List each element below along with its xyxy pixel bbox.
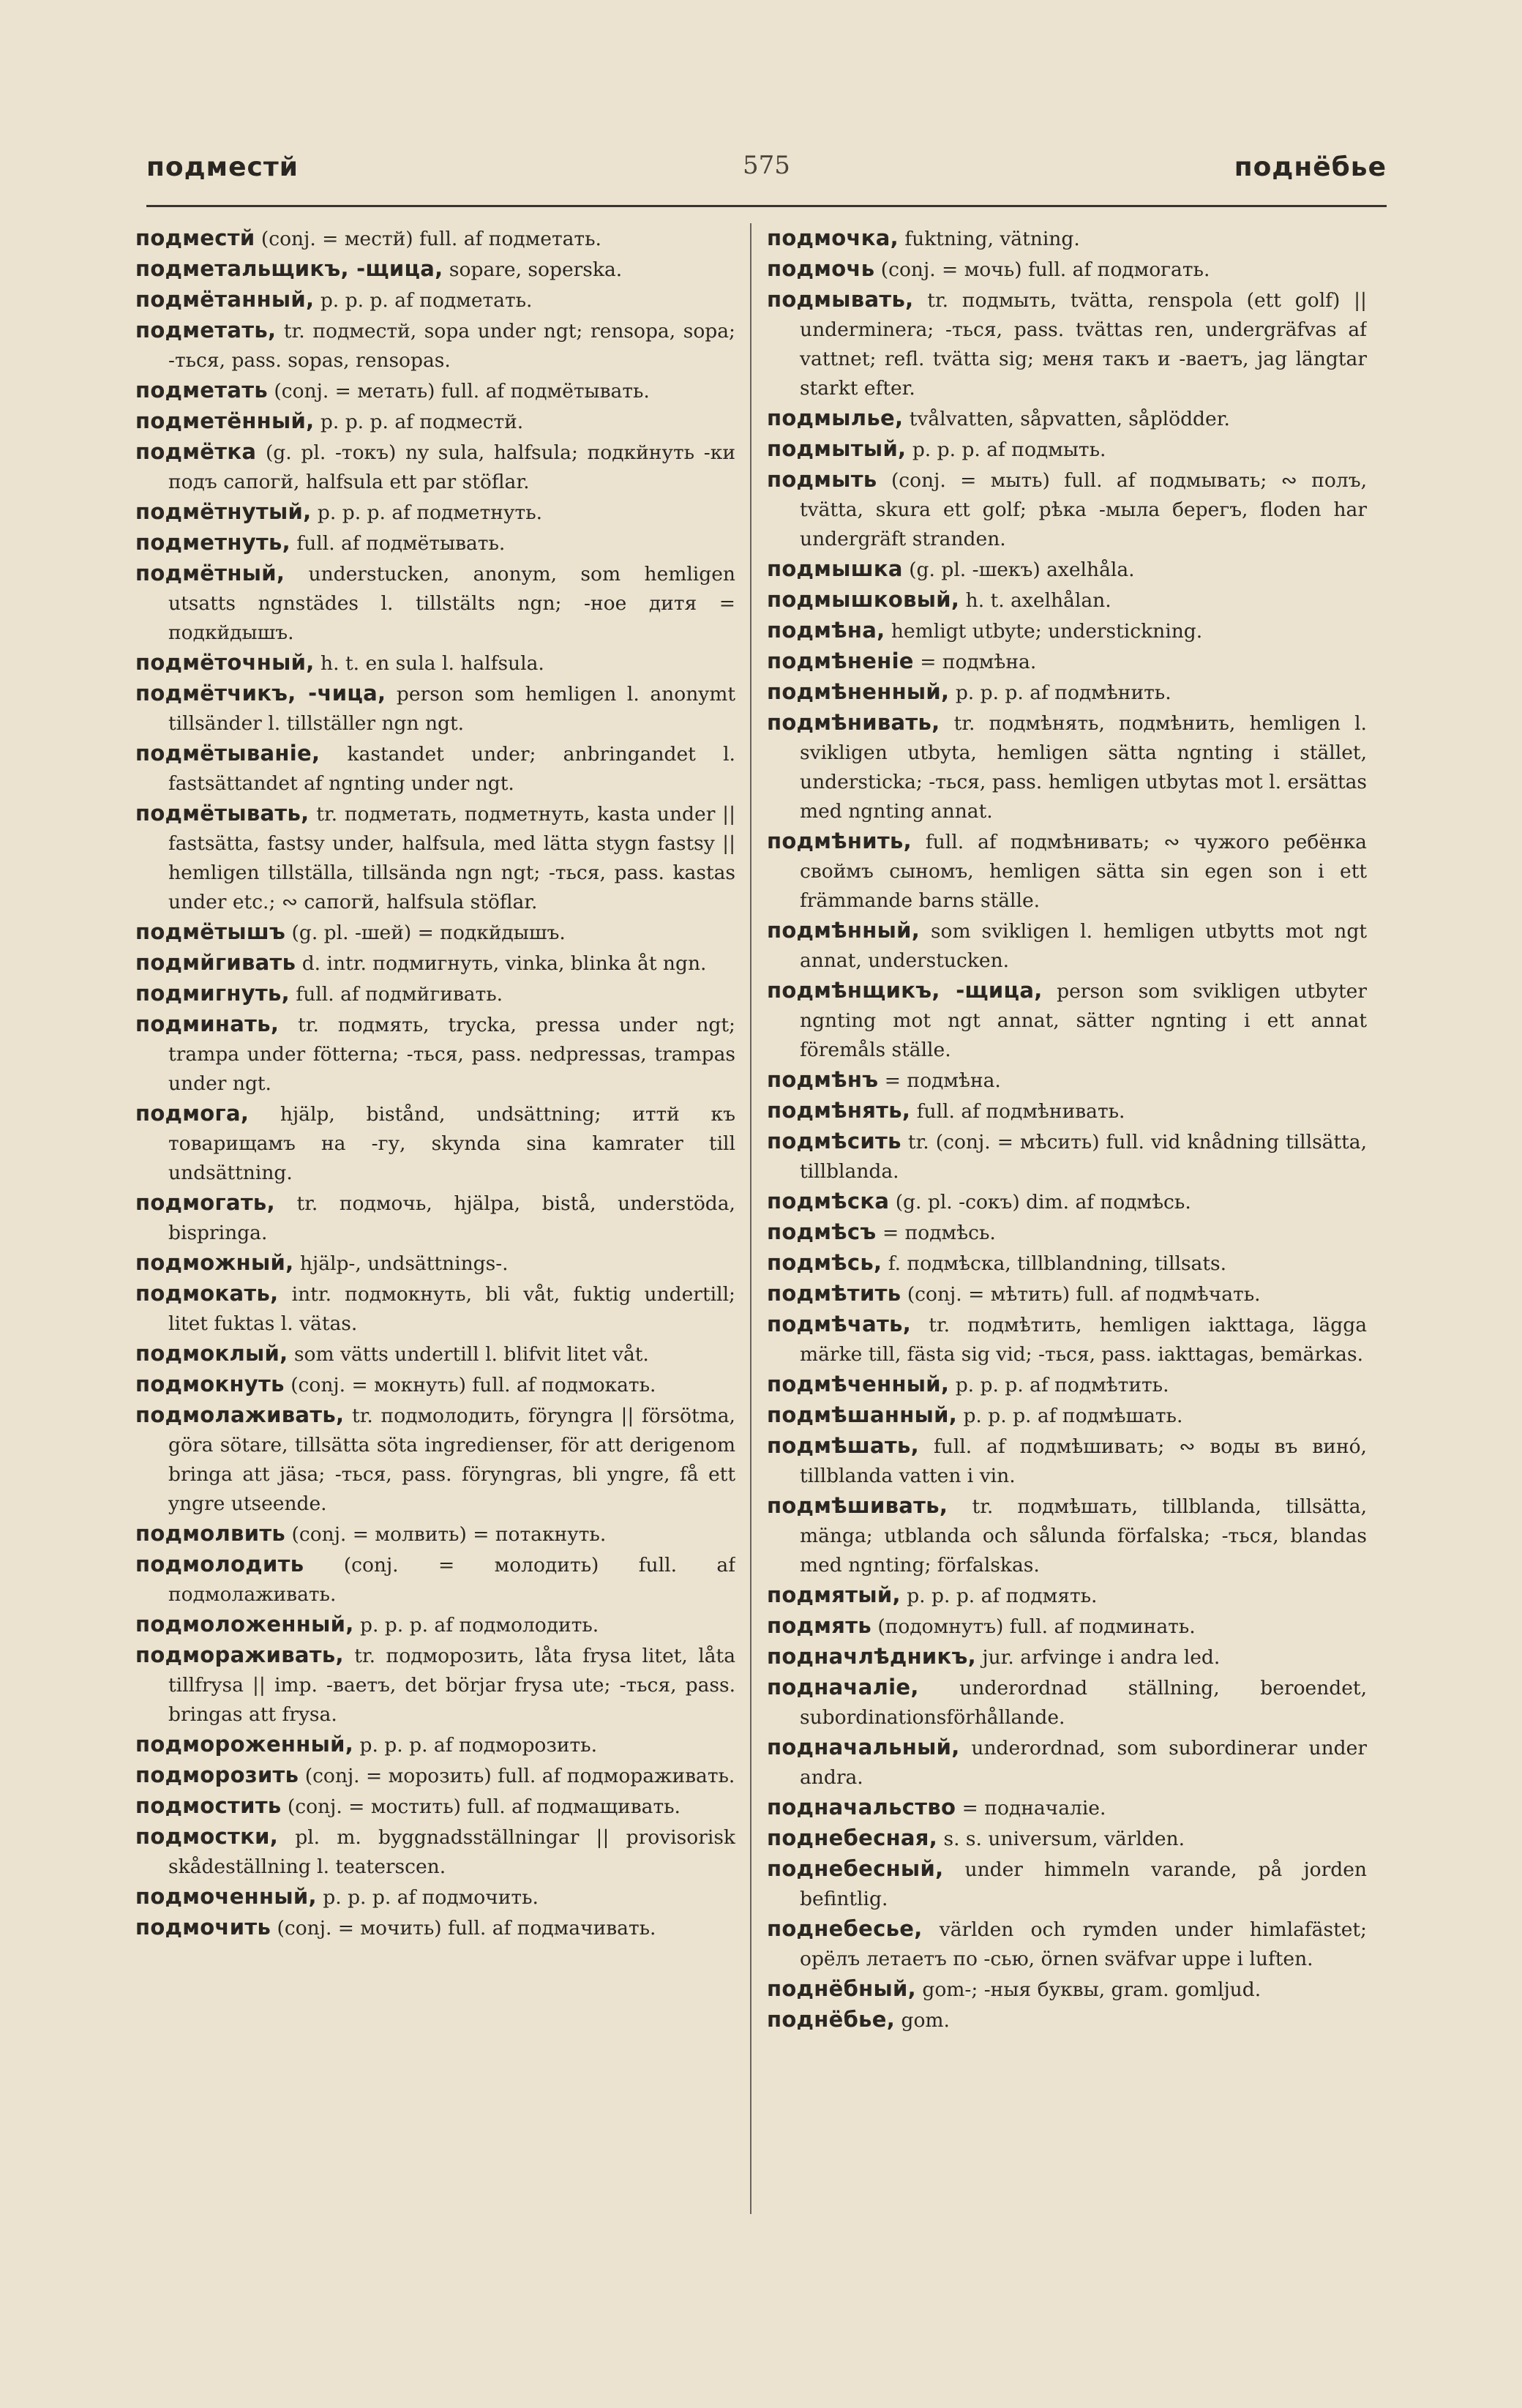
dictionary-entry	[767, 1065, 1367, 1096]
entry-definition: (g. pl. -токъ) ny sula, halfsula; подкйнуть -ки подъ сапогй, halfsula ett par stöflar.	[168, 441, 735, 493]
dictionary-entry	[135, 1009, 735, 1099]
entry-headword: подмостки,	[135, 1824, 279, 1849]
dictionary-entry	[767, 1642, 1367, 1672]
entry-headword: поднёбный,	[767, 1976, 916, 2001]
entry-headword: подмороженный,	[135, 1732, 354, 1757]
dictionary-entry	[135, 799, 735, 917]
dictionary-entry	[767, 1096, 1367, 1126]
entry-headword: подмога,	[135, 1101, 250, 1126]
entry-headword: подмятый,	[767, 1582, 901, 1607]
entry-definition: tr. подмять, trycka, pressa under ngt; trampa under fötterna; -ться, pass. nedpressas, trampas under ngt.	[168, 1014, 735, 1095]
dictionary-entry	[767, 1580, 1367, 1611]
entry-headword: подмолаживать,	[135, 1402, 345, 1427]
entry-definition: (g. pl. -сокъ) dim. af подмѣсь.	[895, 1191, 1191, 1214]
entry-headword: подмогать,	[135, 1190, 275, 1215]
entry-definition: (подомнутъ) full. af подминать.	[877, 1615, 1196, 1638]
entry-headword: подмётывать,	[135, 801, 310, 826]
dictionary-entry	[767, 1186, 1367, 1217]
entry-headword: подметать	[135, 378, 268, 403]
left-column	[135, 223, 735, 2229]
entry-definition: (conj. = метать) full. af подмётывать.	[274, 380, 650, 403]
dictionary-entry	[767, 1732, 1367, 1792]
page-number: 575	[743, 151, 790, 180]
entry-headword: подмѣсъ	[767, 1219, 877, 1244]
dictionary-entry	[767, 826, 1367, 916]
dictionary-entry	[767, 434, 1367, 465]
dictionary-entry	[135, 254, 735, 285]
dictionary-entry	[767, 1431, 1367, 1491]
entry-headword: подначальный,	[767, 1735, 960, 1760]
entry-headword: подмётышъ	[135, 919, 286, 944]
entry-headword: подметённый,	[135, 408, 315, 433]
dictionary-entry	[135, 979, 735, 1009]
entry-headword: подмѣтить	[767, 1281, 901, 1306]
entry-definition: intr. подмокнуть, bli våt, fuktig undertill; litet fuktas l. vätas.	[168, 1283, 735, 1335]
entry-definition: = подмѣна.	[884, 1069, 1001, 1092]
dictionary-entry	[767, 403, 1367, 434]
entry-definition: = подмѣна.	[920, 651, 1037, 673]
entry-definition: (conj. = мочить) full. af подмачивать.	[277, 1917, 656, 1940]
entry-headword: подмѣска	[767, 1189, 890, 1214]
page-header	[146, 146, 1387, 207]
dictionary-entry	[767, 1672, 1367, 1732]
entry-headword: подморозить	[135, 1762, 299, 1787]
entry-headword: подмѣнный,	[767, 918, 921, 943]
entry-definition: s. s. universum, världen.	[943, 1828, 1185, 1850]
entry-definition: (g. pl. -шекъ) axelhåla.	[909, 558, 1135, 581]
entry-definition: understucken, anonym, som hemligen utsatts ngnstädes l. tillstälts ngn; -ное дитя = подкйдышъ.	[168, 563, 735, 644]
entry-headword: подмётываніе,	[135, 741, 320, 766]
entry-definition: p. p. p. af подмять.	[907, 1585, 1098, 1607]
entry-definition: tr. подмѣтить, hemligen iakttaga, lägga märke till, fästa sig vid; -ться, pass. iakttagas, bemärkas.	[800, 1314, 1367, 1366]
dictionary-entry	[767, 1400, 1367, 1431]
dictionary-entry	[135, 1912, 735, 1943]
dictionary-entry	[767, 646, 1367, 677]
entry-definition: p. p. p. af подмолодить.	[359, 1614, 599, 1637]
entry-definition: p. p. p. af подморозить.	[359, 1734, 598, 1757]
entry-headword: подмѣненный,	[767, 679, 950, 704]
entry-definition: full. af подмѣнивать.	[916, 1100, 1125, 1123]
entry-definition: jur. arfvinge i andra led.	[982, 1646, 1221, 1669]
entry-headword: подмять	[767, 1613, 871, 1638]
entry-headword: подмоложенный,	[135, 1612, 354, 1637]
entry-headword: подмѣнщикъ, -щица,	[767, 978, 1043, 1003]
dictionary-entry	[135, 1730, 735, 1760]
dictionary-entry	[135, 648, 735, 678]
dictionary-entry	[135, 437, 735, 497]
entry-definition: underordnad ställning, beroendet, subordinationsförhållande.	[800, 1677, 1367, 1729]
header-right-word: поднёбье	[1234, 152, 1387, 182]
entry-definition: hjälp, bistånd, undsättning; иттй къ товарищамъ на -гу, skynda sina kamrater till undsättning.	[168, 1103, 735, 1184]
dictionary-entry	[135, 917, 735, 948]
entry-headword: подмётный,	[135, 561, 285, 586]
dictionary-entry	[767, 916, 1367, 976]
entry-headword: подметальщикъ, -щица,	[135, 256, 443, 281]
entry-headword: подмѣненіе	[767, 648, 914, 673]
entry-headword: подмигнуть,	[135, 981, 290, 1006]
entry-headword: подмыть	[767, 467, 877, 492]
dictionary-entry	[135, 678, 735, 739]
entry-definition: (conj. = молвить) = потакнуть.	[291, 1523, 607, 1546]
dictionary-entry	[135, 1279, 735, 1339]
dictionary-entry	[135, 528, 735, 558]
entry-headword: подмѣнъ	[767, 1067, 879, 1092]
entry-definition: som vätts undertill l. blifvit litet våt.	[293, 1343, 649, 1366]
entry-headword: поднебесная,	[767, 1825, 938, 1850]
entry-headword: подможный,	[135, 1250, 294, 1275]
dictionary-entry	[767, 708, 1367, 826]
dictionary-entry	[767, 616, 1367, 646]
dictionary-entry	[135, 948, 735, 979]
entry-headword: подмѣсь,	[767, 1250, 882, 1275]
dictionary-entry	[135, 1882, 735, 1912]
entry-definition: gom.	[901, 2009, 950, 2032]
entry-headword: подметать,	[135, 318, 277, 343]
dictionary-entry	[135, 1549, 735, 1609]
entry-definition: p. p. p. af подмыть.	[912, 438, 1106, 461]
dictionary-entry	[767, 1914, 1367, 1974]
dictionary-entry	[135, 1339, 735, 1369]
entry-definition: under himmeln varande, på jorden befintlig.	[800, 1858, 1367, 1910]
entry-definition: (conj. = местй) full. af подметать.	[260, 228, 601, 250]
entry-definition: person som svikligen utbyter ngnting mot ngt annat, sätter ngnting i ett annat föremåls ställe.	[800, 980, 1367, 1061]
dictionary-entry	[135, 223, 735, 254]
entry-headword: подмостить	[135, 1793, 282, 1818]
dictionary-entry	[767, 1369, 1367, 1400]
entry-headword: подмётнутый,	[135, 499, 312, 524]
entry-definition: = подначаліе.	[961, 1797, 1106, 1820]
entry-definition: gom-; -ныя буквы, gram. gomljud.	[922, 1978, 1262, 2001]
dictionary-entry	[135, 1822, 735, 1882]
column-divider	[750, 223, 751, 2214]
entry-definition: d. intr. подмигнуть, vinka, blinka åt ngn.	[301, 952, 707, 975]
entry-definition: tr. подмолодить, föryngra || försötma, göra sötare, tillsätta söta ingredienser, för att derigenom bringa att jäsa; -ться, pass. föryngras, bli yngre, få ett yngre utseende.	[168, 1405, 735, 1515]
dictionary-entry	[767, 585, 1367, 616]
entry-definition: (conj. = мочь) full. af подмогать.	[880, 258, 1210, 281]
entry-definition: (conj. = мѣтить) full. af подмѣчать.	[907, 1283, 1261, 1306]
dictionary-entry	[767, 1974, 1367, 2005]
entry-definition: = подмѣсь.	[882, 1222, 996, 1244]
entry-headword: подмывать,	[767, 287, 914, 312]
entry-headword: подмѣнять,	[767, 1098, 911, 1123]
dictionary-entry	[767, 1248, 1367, 1279]
entry-headword: подмѣсить	[767, 1129, 901, 1153]
entry-headword: подместй	[135, 225, 255, 250]
dictionary-entry	[135, 375, 735, 406]
entry-headword: подмѣченный,	[767, 1372, 950, 1396]
entry-definition: (conj. = молодить) full. af подмолаживать.	[168, 1554, 735, 1606]
entry-headword: подначлѣдникъ,	[767, 1644, 976, 1669]
dictionary-entry	[767, 1854, 1367, 1914]
entry-headword: подмѣшанный,	[767, 1402, 958, 1427]
dictionary-entry	[135, 1519, 735, 1549]
entry-definition: tr. подмѣнять, подмѣнить, hemligen l. svikligen utbyta, hemligen sätta ngnting i stället, understicka; -ться, pass. hemligen utbytas mot l. ersättas med ngnting annat.	[800, 712, 1367, 823]
entry-definition: tr. подметать, подметнуть, kasta under || fastsätta, fastsy under, halfsula, med lätta stygn fastsy || hemligen tillställa, tillsända ngn ngt; -ться, pass. kastas under etc.; ∾ сапогй, halfsula stöflar.	[168, 803, 735, 913]
entry-definition: (conj. = мыть) full. af подмывать; ∾ полъ, tvätta, skura ett golf; рѣка -мыла берегъ, floden har undergräft stranden.	[800, 469, 1367, 550]
dictionary-entry	[767, 1792, 1367, 1823]
entry-headword: подмѣшать,	[767, 1433, 919, 1458]
entry-definition: tr. подморозить, låta frysa litet, låta tillfrysa || imp. -ваетъ, det börjar frysa ute; -ться, pass. bringas att frysa.	[168, 1645, 735, 1726]
entry-definition: p. p. p. af подметать.	[320, 289, 533, 312]
entry-definition: hjälp-, undsättnings-.	[299, 1252, 509, 1275]
entry-definition: världen och rymden under himlafästet; орёлъ летаетъ по -сью, örnen sväfvar uppe i luften.	[800, 1918, 1367, 1970]
dictionary-entry	[135, 1099, 735, 1188]
dictionary-entry	[767, 223, 1367, 254]
entry-headword: подмышка	[767, 556, 903, 581]
entry-definition: sopare, soperska.	[449, 258, 623, 281]
entry-headword: подмѣнивать,	[767, 710, 940, 735]
dictionary-entry	[767, 677, 1367, 708]
entry-headword: подмёточный,	[135, 650, 315, 675]
entry-definition: h. t. en sula l. halfsula.	[320, 652, 544, 675]
entry-headword: подмоченный,	[135, 1884, 317, 1909]
entry-definition: full. af подмѣшивать; ∾ воды въ винó, tillblanda vatten i vin.	[800, 1435, 1367, 1487]
entry-headword: подмокать,	[135, 1281, 279, 1306]
dictionary-entry	[135, 739, 735, 799]
dictionary-entry	[767, 2005, 1367, 2035]
entry-definition: p. p. p. af подмѣнить.	[955, 681, 1172, 704]
dictionary-entry	[767, 1309, 1367, 1369]
dictionary-entry	[767, 465, 1367, 554]
entry-headword: поднёбье,	[767, 2007, 896, 2032]
dictionary-entry	[767, 1823, 1367, 1854]
entry-definition: p. p. p. af подместй.	[320, 411, 524, 433]
entry-headword: подначальство	[767, 1795, 956, 1820]
entry-headword: подмолодить	[135, 1552, 304, 1577]
entry-headword: подмѣна,	[767, 618, 885, 643]
dictionary-entry	[135, 315, 735, 375]
entry-definition: kastandet under; anbringandet l. fastsättandet af ngnting under ngt.	[168, 743, 735, 795]
entry-headword: подмётчикъ, -чица,	[135, 681, 386, 706]
entry-headword: поднебесный,	[767, 1856, 944, 1881]
dictionary-entry	[135, 1640, 735, 1730]
dictionary-entry	[767, 1217, 1367, 1248]
entry-definition: p. p. p. af подметнуть.	[317, 501, 543, 524]
entry-headword: подмораживать,	[135, 1642, 344, 1667]
entry-headword: подмокнуть	[135, 1372, 285, 1396]
dictionary-entry	[135, 497, 735, 528]
entry-definition: h. t. axelhålan.	[965, 589, 1111, 612]
dictionary-entry	[135, 1369, 735, 1400]
dictionary-entry	[767, 285, 1367, 403]
entry-definition: tr. подмыть, tvätta, renspola (ett golf) || underminera; -ться, pass. tvättas ren, undergräfvas af vattnet; refl. tvätta sig; меня такъ и -ваетъ, jag längtar starkt efter.	[800, 289, 1367, 400]
entry-headword: подмылье,	[767, 405, 904, 430]
dictionary-entry	[767, 1279, 1367, 1309]
entry-headword: подмѣчать,	[767, 1312, 912, 1336]
entry-headword: подметнуть,	[135, 530, 290, 555]
dictionary-entry	[767, 1491, 1367, 1580]
entry-definition: underordnad, som subordinerar under andra.	[800, 1737, 1367, 1789]
entry-headword: подмочить	[135, 1915, 271, 1940]
dictionary-entry	[767, 254, 1367, 285]
entry-headword: подмолвить	[135, 1521, 286, 1546]
entry-definition: (conj. = морозить) full. af подмораживать.	[304, 1765, 735, 1787]
dictionary-entry	[767, 554, 1367, 585]
entry-headword: подмйгивать	[135, 950, 296, 975]
dictionary-entry	[767, 1126, 1367, 1186]
dictionary-entry	[135, 285, 735, 315]
entry-headword: подмётанный,	[135, 287, 315, 312]
entry-definition: f. подмѣска, tillblandning, tillsats.	[888, 1252, 1227, 1275]
entry-headword: подмытый,	[767, 436, 907, 461]
entry-headword: подмѣнить,	[767, 829, 912, 853]
entry-definition: p. p. p. af подмѣшать.	[963, 1405, 1183, 1427]
entry-headword: подминать,	[135, 1012, 280, 1036]
entry-headword: поднебесье,	[767, 1916, 923, 1941]
entry-definition: p. p. p. af подмочить.	[323, 1886, 539, 1909]
entry-headword: подмоклый,	[135, 1341, 288, 1366]
dictionary-entry	[135, 1248, 735, 1279]
entry-definition: full. af подмйгивать.	[296, 983, 503, 1006]
entry-definition: person som hemligen l. anonymt tillsänder l. tillställer ngn ngt.	[168, 683, 735, 735]
dictionary-entry	[135, 1188, 735, 1248]
entry-definition: tr. подместй, sopa under ngt; rensopa, sopa; -ться, pass. sopas, rensopas.	[168, 320, 735, 372]
entry-definition: (g. pl. -шей) = подкйдышъ.	[291, 921, 566, 944]
entry-headword: подмѣшивать,	[767, 1493, 948, 1518]
dictionary-entry	[135, 1609, 735, 1640]
dictionary-entry	[135, 1400, 735, 1519]
entry-definition: (conj. = мокнуть) full. af подмокать.	[290, 1374, 656, 1396]
entry-headword: подмочка,	[767, 225, 899, 250]
entry-definition: tr. подмѣшать, tillblanda, tillsätta, mänga; utblanda och sålunda förfalska; -ться, blandas med ngnting; förfalskas.	[800, 1495, 1367, 1577]
entry-definition: som svikligen l. hemligen utbytts mot ngt annat, understucken.	[800, 920, 1367, 972]
entry-headword: подмышковый,	[767, 587, 960, 612]
entry-definition: fuktning, vätning.	[904, 228, 1080, 250]
right-column	[767, 223, 1367, 2229]
entry-definition: tr. (conj. = мѣсить) full. vid knådning tillsätta, tillblanda.	[800, 1131, 1367, 1183]
entry-definition: tr. подмочь, hjälpa, bistå, understöda, bispringa.	[168, 1192, 735, 1244]
dictionary-entry	[135, 1791, 735, 1822]
dictionary-entry	[135, 406, 735, 437]
entry-definition: full. af подмётывать.	[296, 532, 506, 555]
dictionary-entry	[135, 1760, 735, 1791]
entry-definition: pl. m. byggnadsställningar || provisorisk skådeställning l. teaterscen.	[168, 1826, 735, 1878]
dictionary-entry	[767, 1611, 1367, 1642]
dictionary-entry	[767, 976, 1367, 1065]
entry-headword: подмочь	[767, 256, 875, 281]
entry-definition: hemligt utbyte; understickning.	[891, 620, 1203, 643]
entry-definition: full. af подмѣнивать; ∾ чужого ребёнка своймъ сыномъ, hemligen sätta sin egen son i ett främmande barns ställe.	[800, 831, 1367, 912]
header-left-word: подместй	[146, 152, 299, 182]
entry-definition: tvålvatten, såpvatten, såplödder.	[909, 408, 1230, 430]
entry-definition: p. p. p. af подмѣтить.	[955, 1374, 1169, 1396]
entry-headword: подначаліе,	[767, 1675, 919, 1700]
entry-definition: (conj. = мостить) full. af подмащивать.	[287, 1795, 681, 1818]
dictionary-entry	[135, 558, 735, 648]
entry-headword: подмётка	[135, 439, 257, 464]
